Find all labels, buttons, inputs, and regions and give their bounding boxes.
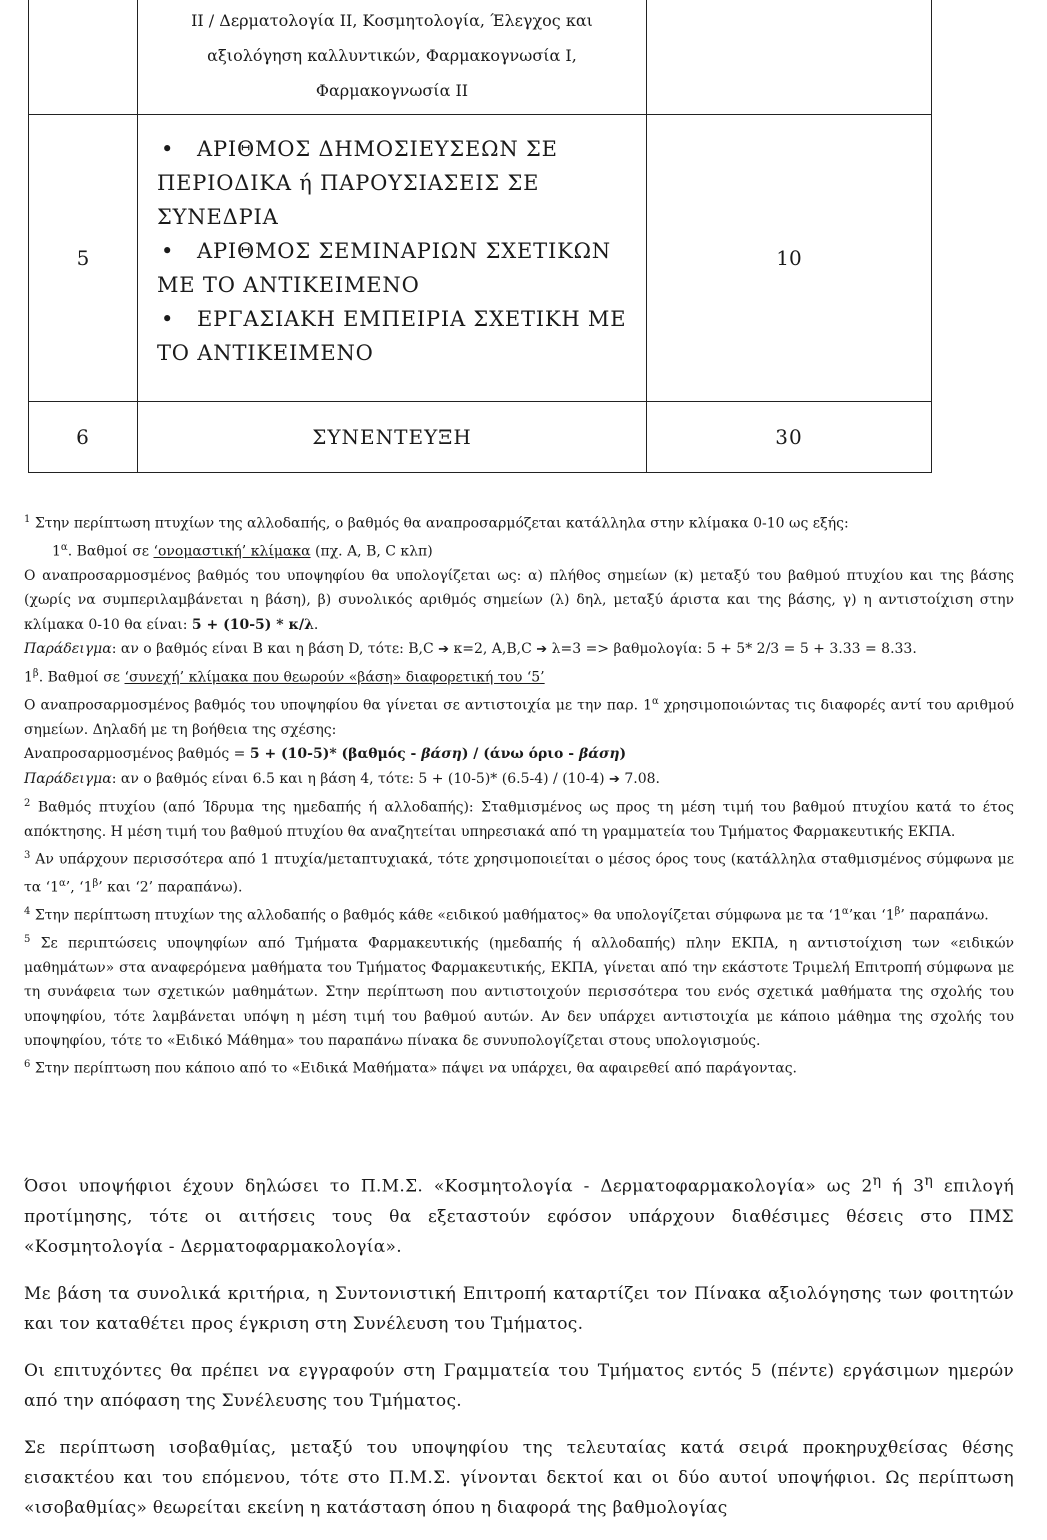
list-item: • ΑΡΙΘΜΟΣ ΣΕΜΙΝΑΡΙΩΝ ΣΧΕΤΙΚΩΝ ΜΕ ΤΟ ΑΝΤΙΚΕΙΜΕΝΟ: [157, 234, 635, 302]
paragraph-preference: [24, 1166, 1014, 1262]
footnote-mark: 6: [24, 1059, 31, 1071]
row-number-cell: 5: [29, 115, 138, 402]
paragraph-registration: Οι επιτυχόντες θα πρέπει να εγγραφούν στη Γραμματεία του Τμήματος εντός 5 (πέντε) εργάσιμων ημερών από την απόφαση της Συνέλευσης του Τμήματος.: [24, 1360, 1014, 1411]
row-description-cell: [138, 0, 647, 115]
footnote-mark: 5: [24, 934, 31, 945]
table-row: [29, 115, 932, 402]
footnote-mark: 1: [24, 514, 31, 525]
footnote-sup: α: [60, 541, 68, 553]
footnote-mark: 4: [24, 906, 31, 918]
footnote-text: ’ παραπάνω.: [900, 907, 989, 924]
footnote-text: . Βαθμοί σε: [67, 543, 154, 560]
example-label: Παράδειγμα: [24, 770, 112, 787]
paragraph-sup: η: [872, 1173, 882, 1189]
footnote-sup: α: [841, 906, 849, 918]
footnote-text: Στην περίπτωση πτυχίων της αλλοδαπής ο βαθμός κάθε «ειδικού μαθήματος» θα υπολογίζεται σύμφωνα με τα ‘1: [30, 907, 842, 924]
footnote-mark: 2: [24, 797, 31, 809]
criteria-table: [28, 0, 932, 473]
footnote-text: Σε περιπτώσεις υποψηφίων από Τμήματα Φαρμακευτικής (ημεδαπής ή αλλοδαπής) πλην ΕΚΠΑ, η αντιστοίχιση των «ειδικών μαθημάτων» στα αναφερόμενα μαθήματα του Τμήματος Φαρμακευτικής, ΕΚΠΑ, γίνεται από την εκάστοτε Τριμελή Επιτροπή σύμφωνα με τη συνάφεια των σχετικών μαθημάτων. Στην περίπτωση που αντιστοιχούν περισσότερα του ενός σχετικά μαθήματα της σχολής του υποψηφίου, τότε λαμβάνεται υπόψη η μέση τιμή του βαθμού αυτών. Αν δεν υπάρχει αντιστοιχία με κάποιο μάθημα της σχολής του υποψηφίου, τότε το «Ειδικό Μάθημα» του παραπάνω πίνακα δε συνυπολογίζεται στους υπολογισμούς.: [24, 935, 1014, 1049]
example-1: [24, 637, 1014, 662]
formula: 5 + (10-5) * κ/λ: [191, 616, 314, 633]
example-text: : αν ο βαθμός είναι Β και η βάση D, τότε: B,C: [111, 640, 439, 657]
criteria-bullet-list: [139, 126, 645, 390]
formula: 5 + (10-5)* (βαθμός -: [249, 746, 422, 763]
footnote-text: Βαθμός πτυχίου (από Ίδρυμα της ημεδαπής ή αλλοδαπής): Σταθμισμένος ως προς τη μέση τιμή του βαθμού πτυχίου κατά το έτος απόκτησης. Η μέση τιμή του βαθμού πτυχίου θα αναζητείται υπηρεσιακά από τη γραμματεία του Τμήματος Φαρμακευτικής ΕΚΠΑ.: [24, 799, 1014, 840]
footnote-text: ’και ‘1: [848, 907, 895, 924]
paragraph-text: ή 3: [881, 1176, 925, 1197]
table-row: [29, 402, 932, 473]
formula: βάση: [421, 746, 462, 763]
footnote-text: Στην περίπτωση που κάποιο από το «Ειδικά Μαθήματα» πάψει να υπάρχει, θα αφαιρεθεί από παράγοντας.: [30, 1060, 797, 1077]
paragraph-tie: Σε περίπτωση ισοβαθμίας, μεταξύ του υποψηφίου της τελευταίας κατά σειρά προκηρυχθείσας θέσης εισακτέου και του επόμενου, τότε στο Π.Μ.Σ. γίνονται δεκτοί και οι δύο αυτοί υποψήφιοι. Ως περίπτωση «ισοβαθμίας» θεωρείται εκείνη η κατάσταση όπου η διαφορά της βαθμολογίας: [24, 1437, 1014, 1518]
row-points-cell: 30: [647, 402, 932, 473]
formula: ) / (άνω όριο -: [461, 746, 579, 763]
paragraph-evaluation: Με βάση τα συνολικά κριτήρια, η Συντονιστική Επιτροπή καταρτίζει τον Πίνακα αξιολόγησης των φοιτητών και τον καταθέτει προς έγκριση στη Συνέλευση του Τμήματος.: [24, 1283, 1014, 1334]
underlined-text: ‘ονομαστική’ κλίμακα: [153, 543, 311, 560]
example-text: λ=3 => βαθμολογία: 5 + 5* 2/3 = 5 + 3.33 = 8.33.: [547, 640, 917, 657]
footnote-sup: β: [894, 906, 901, 918]
table-row: [29, 0, 932, 115]
footnote-2: [24, 792, 1014, 844]
footnote-sup: β: [32, 668, 39, 680]
footnote-text: Ο αναπροσαρμοσμένος βαθμός του υποψηφίου θα υπολογίζεται ως: α) πλήθος σημείων (κ) μεταξύ του βαθμού πτυχίου και της βάσης (χωρίς να συμπεριλαμβάνεται η βάση), β) συνολικός αριθμός σημείων (λ) δηλ, μεταξύ άριστα και της βάσης, γ) η αντιστοίχιση στην κλίμακα 0-10 θα είναι:: [24, 567, 1014, 633]
footnote-3: [24, 844, 1014, 900]
footnote-1b-body: [24, 690, 1014, 742]
footnote-text: Ο αναπροσαρμοσμένος βαθμός του υποψηφίου θα γίνεται σε αντιστοιχία με την παρ. 1: [24, 697, 652, 714]
body-paragraphs: [24, 1166, 1014, 1540]
footnote-mark: 3: [24, 850, 31, 862]
footnote-1: [24, 508, 1014, 536]
footnotes: [24, 508, 1014, 1081]
footnote-6: [24, 1053, 1014, 1081]
arrow-icon: ➔: [536, 641, 548, 657]
row-number-cell: 6: [29, 402, 138, 473]
footnote-sup: α: [651, 696, 659, 708]
arrow-icon: ➔: [609, 771, 620, 787]
paragraph-text: Όσοι υποψήφιοι έχουν δηλώσει το Π.Μ.Σ. «Κοσμητολογία - Δερματοφαρμακολογία» ως 2: [24, 1176, 873, 1197]
row-points-cell: 10: [647, 115, 932, 402]
paragraph-text: επιλογή προτίμησης, τότε οι αιτήσεις τους θα εξεταστούν εφόσον υπάρχουν διαθέσιμες θέσεις στο ΠΜΣ «Κοσμητολογία - Δερματοφαρμακολογία».: [24, 1176, 1014, 1257]
special-courses-text: ΙΙ / Δερματολογία ΙΙ, Κοσμητολογία, Έλεγχος και αξιολόγηση καλλυντικών, Φαρμακογνωσία Ι, Φαρμακογνωσία ΙΙ: [191, 11, 593, 100]
footnote-text: . Βαθμοί σε: [38, 669, 125, 686]
example-text: 7.08.: [619, 770, 661, 787]
row-number-cell: [29, 0, 138, 115]
row-description-cell: ΣΥΝΕΝΤΕΥΞΗ: [138, 402, 647, 473]
example-label: Παράδειγμα: [24, 640, 112, 657]
example-text: : αν ο βαθμός είναι 6.5 και η βάση 4, τότε: 5 + (10-5)* (6.5-4) / (10-4): [111, 770, 610, 787]
example-text: κ=2, A,B,C: [449, 640, 537, 657]
footnote-text: (πχ. Α, Β, C κλπ): [310, 543, 433, 560]
underlined-text: ‘συνεχή’ κλίμακα που θεωρούν «βάση» διαφορετική του ‘5’: [124, 669, 545, 686]
list-item: • ΕΡΓΑΣΙΑΚΗ ΕΜΠΕΙΡΙΑ ΣΧΕΤΙΚΗ ΜΕ ΤΟ ΑΝΤΙΚΕΙΜΕΝΟ: [157, 302, 635, 370]
footnote-4: [24, 900, 1014, 928]
footnote-text: Αν υπάρχουν περισσότερα από 1 πτυχία/μεταπτυχιακά, τότε χρησιμοποιείται ο μέσος όρος τους (κατάλληλα σταθμισμένος σύμφωνα με τα ‘1: [24, 851, 1014, 896]
list-item: • ΑΡΙΘΜΟΣ ΔΗΜΟΣΙΕΥΣΕΩΝ ΣΕ ΠΕΡΙΟΔΙΚΑ ή ΠΑΡΟΥΣΙΑΣΕΙΣ ΣΕ ΣΥΝΕΔΡΙΑ: [157, 132, 635, 234]
formula: βάση: [578, 746, 620, 763]
footnote-5: [24, 928, 1014, 1053]
footnote-text: .: [313, 616, 319, 633]
footnote-1b-heading: [24, 662, 1014, 690]
footnote-sup: α: [59, 878, 66, 890]
row-points-cell: [647, 0, 932, 115]
arrow-icon: ➔: [438, 641, 450, 657]
footnote-text: Στην περίπτωση πτυχίων της αλλοδαπής, ο βαθμός θα αναπροσαρμόζεται κατάλληλα στην κλίμακα 0-10 ως εξής:: [34, 515, 849, 532]
formula: ): [619, 746, 627, 763]
footnote-1a-body: [24, 564, 1014, 637]
footnote-text: χρησιμοποιώντας τις διαφορές αντί του αριθμού σημείων. Δηλαδή με τη βοήθεια της σχέσης:: [24, 697, 1014, 738]
footnote-mark: 1: [24, 669, 33, 686]
footnote-text: ’ και ‘2’ παραπάνω).: [98, 879, 243, 896]
example-2: [24, 767, 1014, 792]
footnote-text: Αναπροσαρμοσμένος βαθμός =: [24, 746, 250, 763]
formula-line: [24, 742, 1014, 766]
footnote-sup: β: [92, 878, 99, 890]
paragraph-sup: η: [924, 1173, 934, 1189]
footnote-1a-heading: [24, 536, 1014, 564]
footnote-mark: 1: [52, 543, 61, 560]
row-description-cell: [138, 115, 647, 402]
footnote-text: ’, ‘1: [65, 879, 93, 896]
